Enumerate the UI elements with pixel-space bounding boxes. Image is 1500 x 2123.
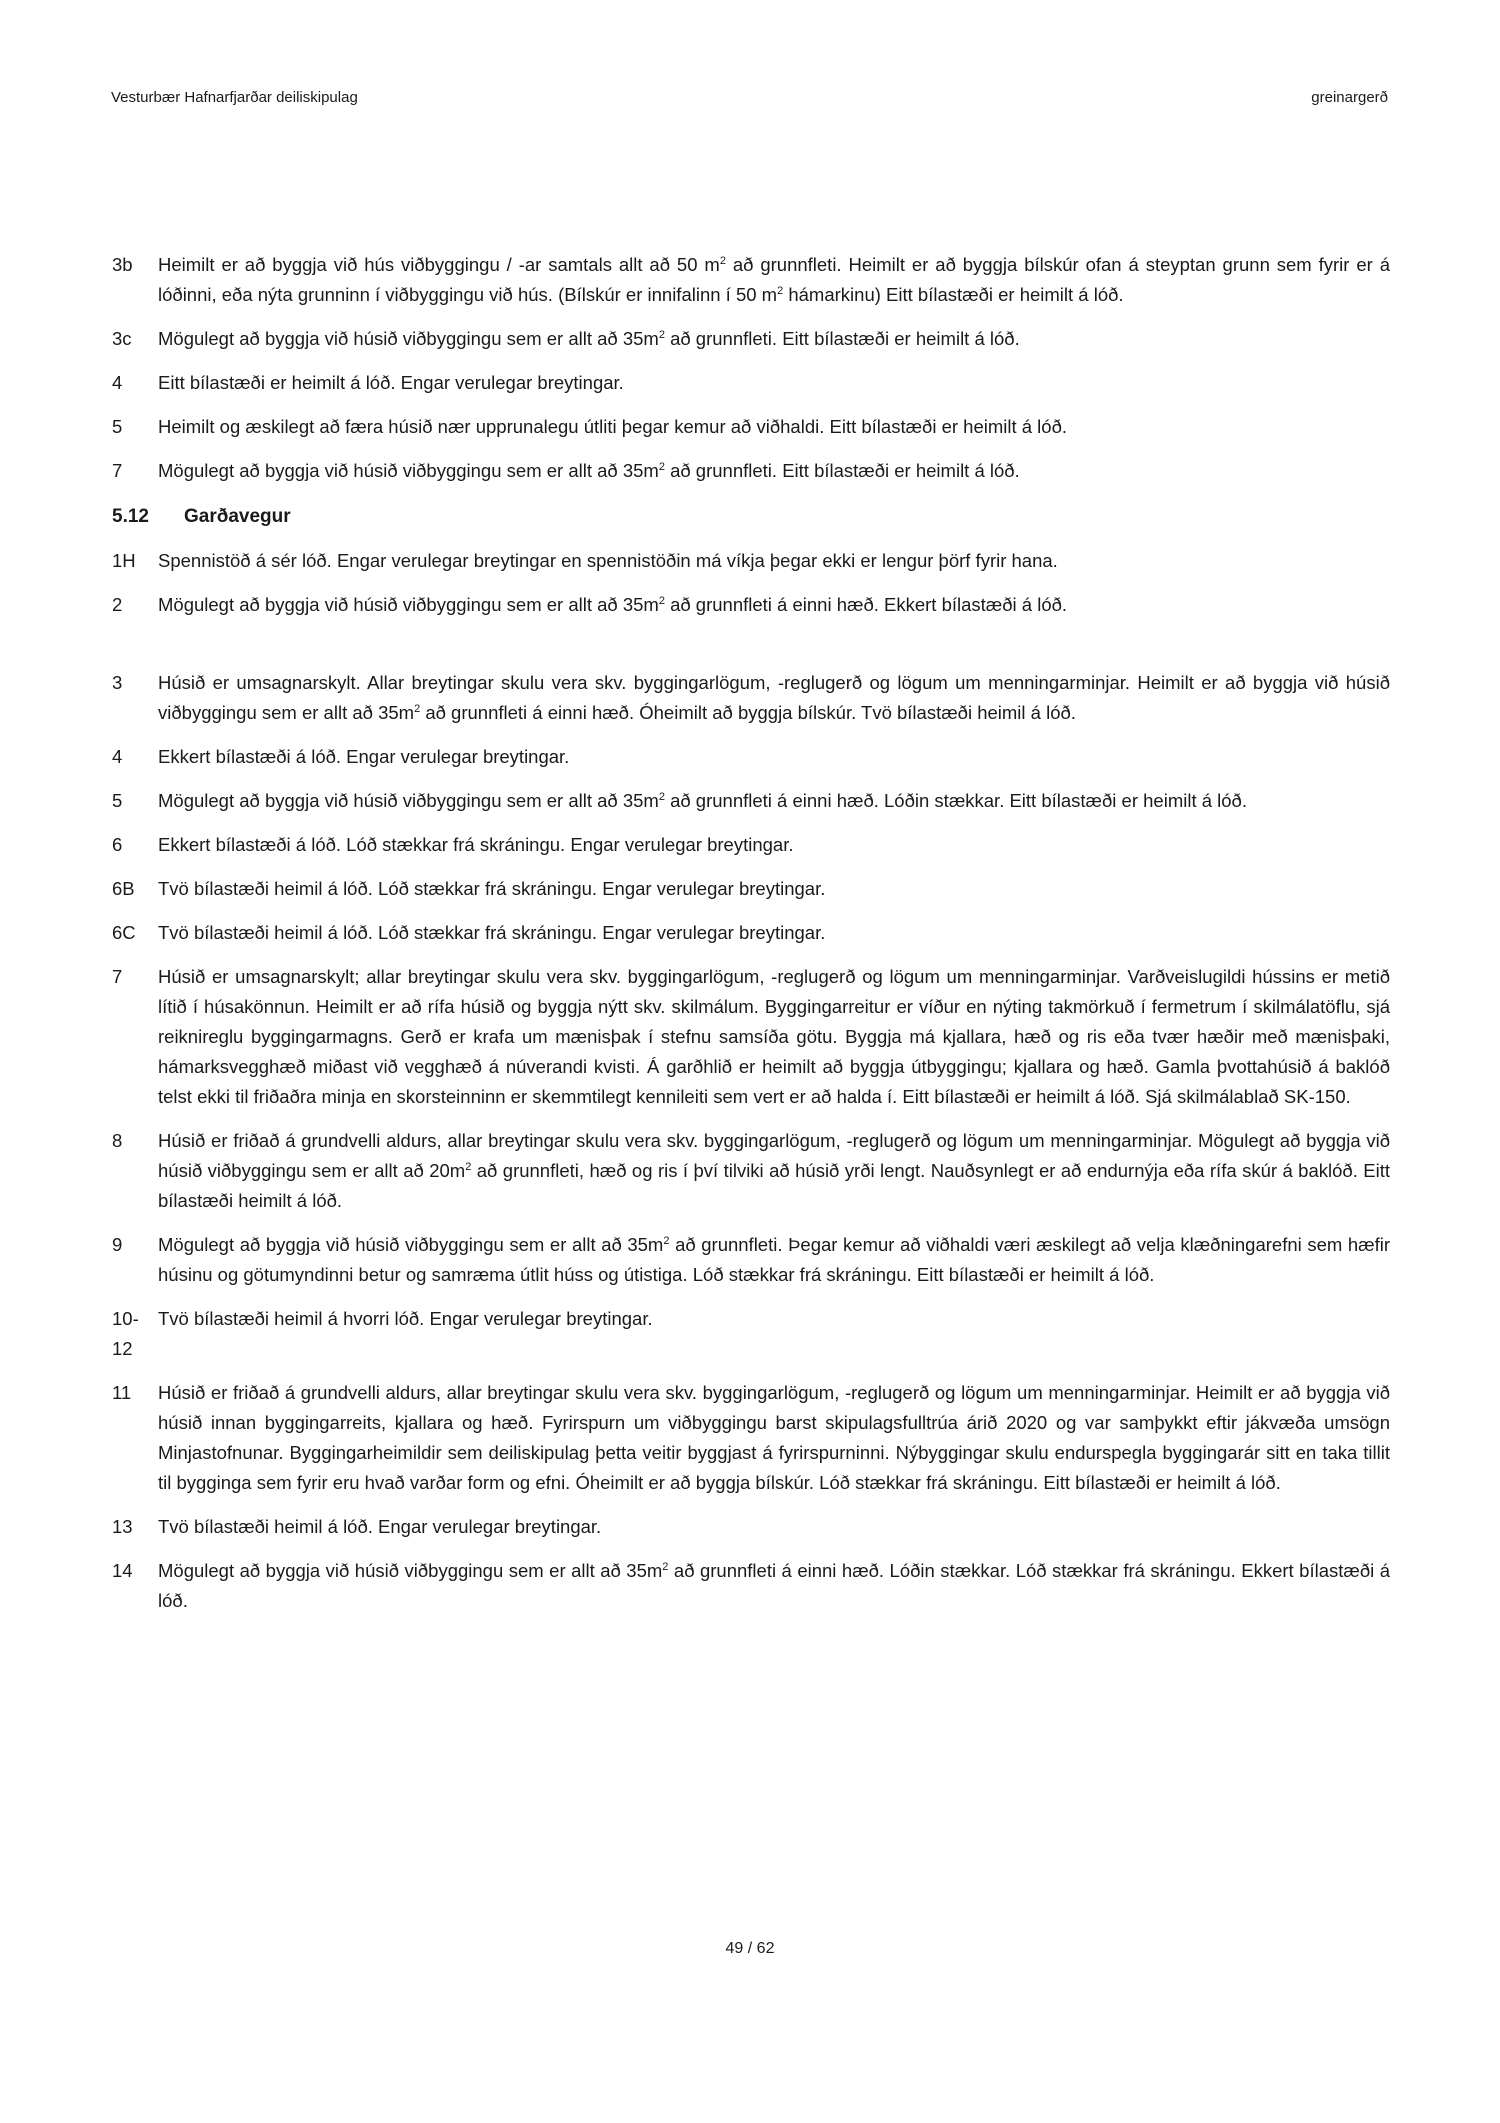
page-number: 49 / 62 [725, 1940, 775, 1957]
list-item [112, 874, 1390, 904]
item-number: 9 [112, 1234, 123, 1255]
list-item [112, 1230, 1390, 1290]
item-text: Ekkert bílastæði á lóð. Engar verulegar breytingar. [158, 746, 570, 767]
item-text: Mögulegt að byggja við húsið viðbyggingu sem er allt að $35m^2$ að grunnfleti á einni hæð. Lóðin stækkar. Eitt bílastæði er heimilt á lóð. [158, 790, 1247, 811]
item-number: 8 [112, 1130, 123, 1151]
item-number: 6 [112, 834, 123, 855]
item-text: Húsið er friðað á grundvelli aldurs, allar breytingar skulu vera skv. byggingarlögum, -reglugerð og lögum um menningarminjar. Heimilt er að byggja við húsið innan byggingarreits, kjallara og hæð. Fyrirspurn um viðbyggingu barst skipulagsfulltrúa árið 2020 og var samþykkt eftir jákvæða umsögn Minjastofnunar. Byggingarheimildir sem deiliskipulag þetta veitir byggjast á fyrirspurninni. Nýbyggingar skulu endurspegla byggingarár sitt en taka tillit til bygginga sem fyrir eru hvað varðar form og efni. Óheimilt er að byggja bílskúr. Lóð stækkar frá skráningu. Eitt bílastæði er heimilt á lóð. [158, 1382, 1390, 1493]
item-number: 7 [112, 460, 123, 481]
item-number: 4 [112, 746, 123, 767]
item-text: Mögulegt að byggja við húsið viðbyggingu sem er allt að $35m^2$ að grunnfleti á einni hæð. Ekkert bílastæði á lóð. [158, 594, 1068, 615]
list-item [112, 830, 1390, 860]
item-number: 6C [112, 922, 136, 943]
list-item [112, 786, 1390, 816]
list-item [112, 324, 1390, 354]
item-text: Húsið er friðað á grundvelli aldurs, allar breytingar skulu vera skv. byggingarlögum, -reglugerð og lögum um menningarminjar. Mögulegt að byggja við húsið viðbyggingu sem er allt að $20m^2$ að grunnfleti, hæð og ris í því tilviki að húsið yrði lengt. Nauðsynlegt er að endurnýja eða rífa skúr á baklóð. Eitt bílastæði heimilt á lóð. [158, 1130, 1390, 1211]
item-text: Mögulegt að byggja við húsið viðbyggingu sem er allt að $35m^2$ að grunnfleti. Eitt bílastæði er heimilt á lóð. [158, 460, 1020, 481]
list-item [112, 742, 1390, 772]
item-text: Tvö bílastæði heimil á lóð. Engar verulegar breytingar. [158, 1516, 602, 1537]
item-text: Húsið er umsagnarskylt; allar breytingar skulu vera skv. byggingarlögum, -reglugerð og lögum um menningarminjar. Varðveislugildi hússins er metið lítið í húsakönnun. Heimilt er að rífa húsið og byggja nýtt skv. skilmálum. Byggingarreitur er víður en nýting takmörkuð í fermetrum í skilmálatöflu, sjá reiknireglu byggingarmagns. Gerð er krafa um mænisþak í stefnu samsíða götu. Byggja má kjallara, hæð og ris eða tvær hæðir með mænisþaki, hámarksvegghæð miðast við vegghæð á núverandi kvisti. Á garðhlið er heimilt að byggja útbyggingu; kjallara og hæð. Gamla þvottahúsið á baklóð telst ekki til friðaðra minja en skorsteinninn er skemmtilegt kennileiti sem vert er að halda í. Eitt bílastæði er heimilt á lóð. Sjá skilmálablað SK-150. [158, 966, 1390, 1107]
item-number: 6B [112, 878, 135, 899]
item-number: 7 [112, 966, 123, 987]
document-body [112, 250, 1390, 1630]
item-text: Tvö bílastæði heimil á lóð. Lóð stækkar frá skráningu. Engar verulegar breytingar. [158, 878, 826, 899]
item-number: 10-12 [112, 1308, 139, 1359]
list-item [112, 1304, 1390, 1364]
list-item [112, 1378, 1390, 1498]
list-item [112, 668, 1390, 728]
list-item [112, 412, 1390, 442]
list-item [112, 590, 1390, 620]
list-item [112, 546, 1390, 576]
item-number: 4 [112, 372, 123, 393]
item-text: Mögulegt að byggja við húsið viðbyggingu sem er allt að $35m^2$ að grunnfleti. Eitt bílastæði er heimilt á lóð. [158, 328, 1020, 349]
item-text: Ekkert bílastæði á lóð. Lóð stækkar frá skráningu. Engar verulegar breytingar. [158, 834, 794, 855]
item-number: 3c [112, 328, 132, 349]
item-text: Mögulegt að byggja við húsið viðbyggingu sem er allt að $35m^2$ að grunnfleti. Þegar kemur að viðhaldi væri æskilegt að velja klæðningarefni sem hæfir húsinu og götumyndinni betur og samræma útlit húss og útistiga. Lóð stækkar frá skráningu. Eitt bílastæði er heimilt á lóð. [158, 1234, 1391, 1285]
list-item [112, 456, 1390, 486]
item-text: Mögulegt að byggja við húsið viðbyggingu sem er allt að $35m^2$ að grunnfleti á einni hæð. Lóðin stækkar. Lóð stækkar frá skráningu. Ekkert bílastæði á lóð. [158, 1560, 1391, 1611]
item-number: 5 [112, 790, 123, 811]
item-text: Heimilt er að byggja við hús viðbyggingu / -ar samtals allt að 50 $m^2$ að grunnfleti. Heimilt er að byggja bílskúr ofan á steyptan grunn sem fyrir er á lóðinni, eða nýta grunninn í viðbyggingu við hús. (Bílskúr er innifalinn í 50 $m^2$ hámarkinu) Eitt bílastæði er heimilt á lóð. [158, 254, 1391, 305]
list-item [112, 1512, 1390, 1542]
list-item [112, 918, 1390, 948]
list-item [112, 1556, 1390, 1616]
item-text: Húsið er umsagnarskylt. Allar breytingar skulu vera skv. byggingarlögum, -reglugerð og lögum um menningarminjar. Heimilt er að byggja við húsið viðbyggingu sem er allt að $35m^2$ að grunnfleti á einni hæð. Óheimilt að byggja bílskúr. Tvö bílastæði heimil á lóð. [158, 672, 1390, 723]
item-text: Spennistöð á sér lóð. Engar verulegar breytingar en spennistöðin má víkja þegar ekki er lengur þörf fyrir hana. [158, 550, 1058, 571]
item-number: 1H [112, 550, 136, 571]
list-item [112, 368, 1390, 398]
section-number: 5.12 [112, 506, 149, 527]
page-header [111, 88, 1388, 108]
item-number: 3 [112, 672, 123, 693]
list-item [112, 1126, 1390, 1216]
list-item [112, 962, 1390, 1112]
item-number: 5 [112, 416, 123, 437]
header-right-label: greinargerð [1311, 89, 1388, 106]
section-title: Garðavegur [184, 506, 291, 527]
header-left-title: Vesturbær Hafnarfjarðar deiliskipulag [111, 89, 358, 106]
list-item [112, 250, 1390, 310]
item-number: 13 [112, 1516, 133, 1537]
item-text: Tvö bílastæði heimil á lóð. Lóð stækkar frá skráningu. Engar verulegar breytingar. [158, 922, 826, 943]
item-number: 3b [112, 254, 133, 275]
item-text: Tvö bílastæði heimil á hvorri lóð. Engar verulegar breytingar. [158, 1308, 653, 1329]
item-text: Eitt bílastæði er heimilt á lóð. Engar verulegar breytingar. [158, 372, 624, 393]
item-text: Heimilt og æskilegt að færa húsið nær upprunalegu útliti þegar kemur að viðhaldi. Eitt bílastæði er heimilt á lóð. [158, 416, 1068, 437]
section-heading [112, 502, 1390, 532]
item-number: 2 [112, 594, 123, 615]
item-number: 11 [112, 1382, 132, 1403]
item-number: 14 [112, 1560, 133, 1581]
